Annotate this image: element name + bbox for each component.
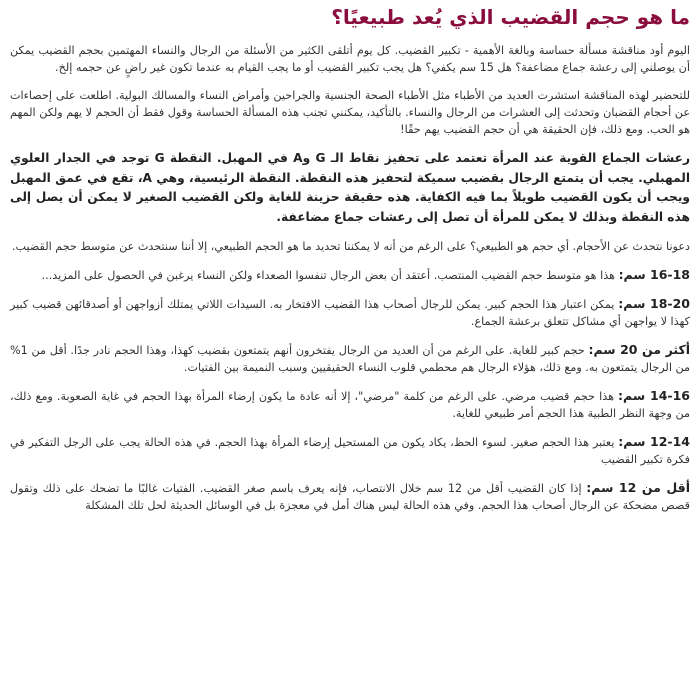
size-item-text: إذا كان القضيب أقل من 12 سم خلال الانتصاب، فإنه يعرف باسم صغر القضيب. الفتيات غالبًا ما تضحك على ذلك وتقول قصص مضحكة عن الرجال أصحاب هذا الحجم. وفي هذه الحالة ليس هناك أمل في معجزة بل في الوسائل الحديثة لحل تلك المشكلة (10, 482, 690, 512)
size-item-text: هذا حجم قضيب مرضي. على الرغم من كلمة "مرضي"، إلا أنه عادة ما يكون إرضاء المرأة بهذا الحجم في غاية الصعوبة. ومع ذلك، من وجهة النظر الطبية هذا الحجم أمر طبيعي للغاية. (10, 390, 690, 420)
size-item-16-18 (10, 266, 690, 284)
size-item-label: أكثر من 20 سم: (588, 342, 691, 357)
sizes-intro-paragraph: دعونا نتحدث عن الأحجام. أي حجم هو الطبيعي؟ على الرغم من أنه لا يمكننا تحديد ما هو الحجم الطبيعي، إلا أننا سنتحدث عن متوسط حجم القضيب. (11, 240, 690, 253)
size-item-label: 16-18 سم: (618, 267, 690, 282)
size-item-label: أقل من 12 سم: (586, 480, 690, 495)
size-item-14-16 (10, 387, 690, 422)
research-paragraph: للتحضير لهذه المناقشة استشرت العديد من الأطباء مثل الأطباء الصحة الجنسية والجراحين وأمراض النساء والمسالك البولية. اطلعت على إحصاءات عن أحجام القضبان وتحدثت إلى العشرات من الرجال والنساء. بالتأكيد، يمكنني تجنب هذه المسألة الحساسة وقول فقط أن الحجم لا يهم ولكن المهم هو الحب. ومع ذلك، فإن الحقيقة هي أن حجم القضيب يهم حقًا! (10, 89, 690, 136)
highlight-paragraph: رعشات الجماع القوية عند المرأة تعتمد على تحفيز نقاط الـ G وA في المهبل. النقطة G توجد في الجدار العلوي المهبلي. يجب أن يتمتع الرجال بقضيب سميكة لتحفيز هذه النقطة. النقطة الرئيسية، وهي A، تقع في عمق المهبل ويجب أن يكون القضيب طويلاً بما فيه الكفاية. هذه حقيقة حزينة للغاية ولكن القضيب الصغير لا يمكن أن يصل إلى هذه النقطة وبذلك لا يمكن للمرأة أن تصل إلى رعشات جماع مضاعفة. (10, 151, 691, 224)
size-item-12-14 (10, 433, 690, 468)
size-item-over-20 (10, 341, 690, 376)
size-item-text: يعتبر هذا الحجم صغير. لسوء الحظ، يكاد يكون من المستحيل إرضاء المرأة بهذا الحجم. في هذه الحالة يجب على الرجل التفكير في فكرة تكبير القضيب (10, 436, 690, 466)
article-title: ما هو حجم القضيب الذي يُعد طبيعيًا؟ (331, 5, 690, 29)
size-item-label: 14-16 سم: (618, 388, 690, 403)
intro-paragraph: اليوم أود مناقشة مسألة حساسة وبالغة الأهمية - تكبير القضيب. كل يوم أتلقى الكثير من الأسئلة من الرجال والنساء المهتمين بحجم القضيب يمكن أن يوصلني إلى رعشة جماع مضاعفة؟ هل 15 سم يكفي؟ هل يجب تكبير القضيب أو ما يجب القيام به عندما تكون غير راضٍ عن حجمه إلخ. (10, 44, 690, 74)
size-item-text: حجم كبير للغاية. على الرغم من أن العديد من الرجال يفتخرون أنهم يتمتعون بقضيب كهذا، وهذا الحجم نادر جدًا. أقل من 1% من الرجال يتمتعون به. ومع ذلك، هؤلاء الرجال هم محطمي قلوب النساء الحقيقيين وسبب النميمة بين الفتيات. (10, 344, 690, 374)
size-item-18-20 (10, 295, 690, 330)
size-item-text: يمكن اعتبار هذا الحجم كبير. يمكن للرجال أصحاب هذا القضيب الافتخار به. السيدات اللاتي يمتلك أزواجهن أو أصدقائهن قضيب كبير كهذا لا يواجهن أي مشاكل تتعلق برعشة الجماع. (10, 298, 690, 328)
size-item-label: 12-14 سم: (618, 434, 690, 449)
size-item-label: 18-20 سم: (618, 296, 690, 311)
size-item-under-12 (10, 479, 690, 514)
size-item-text: هذا هو متوسط حجم القضيب المنتصب. أعتقد أن بعض الرجال تنفسوا الصعداء ولكن النساء يرغبن في الحصول على المزيد... (41, 269, 619, 282)
